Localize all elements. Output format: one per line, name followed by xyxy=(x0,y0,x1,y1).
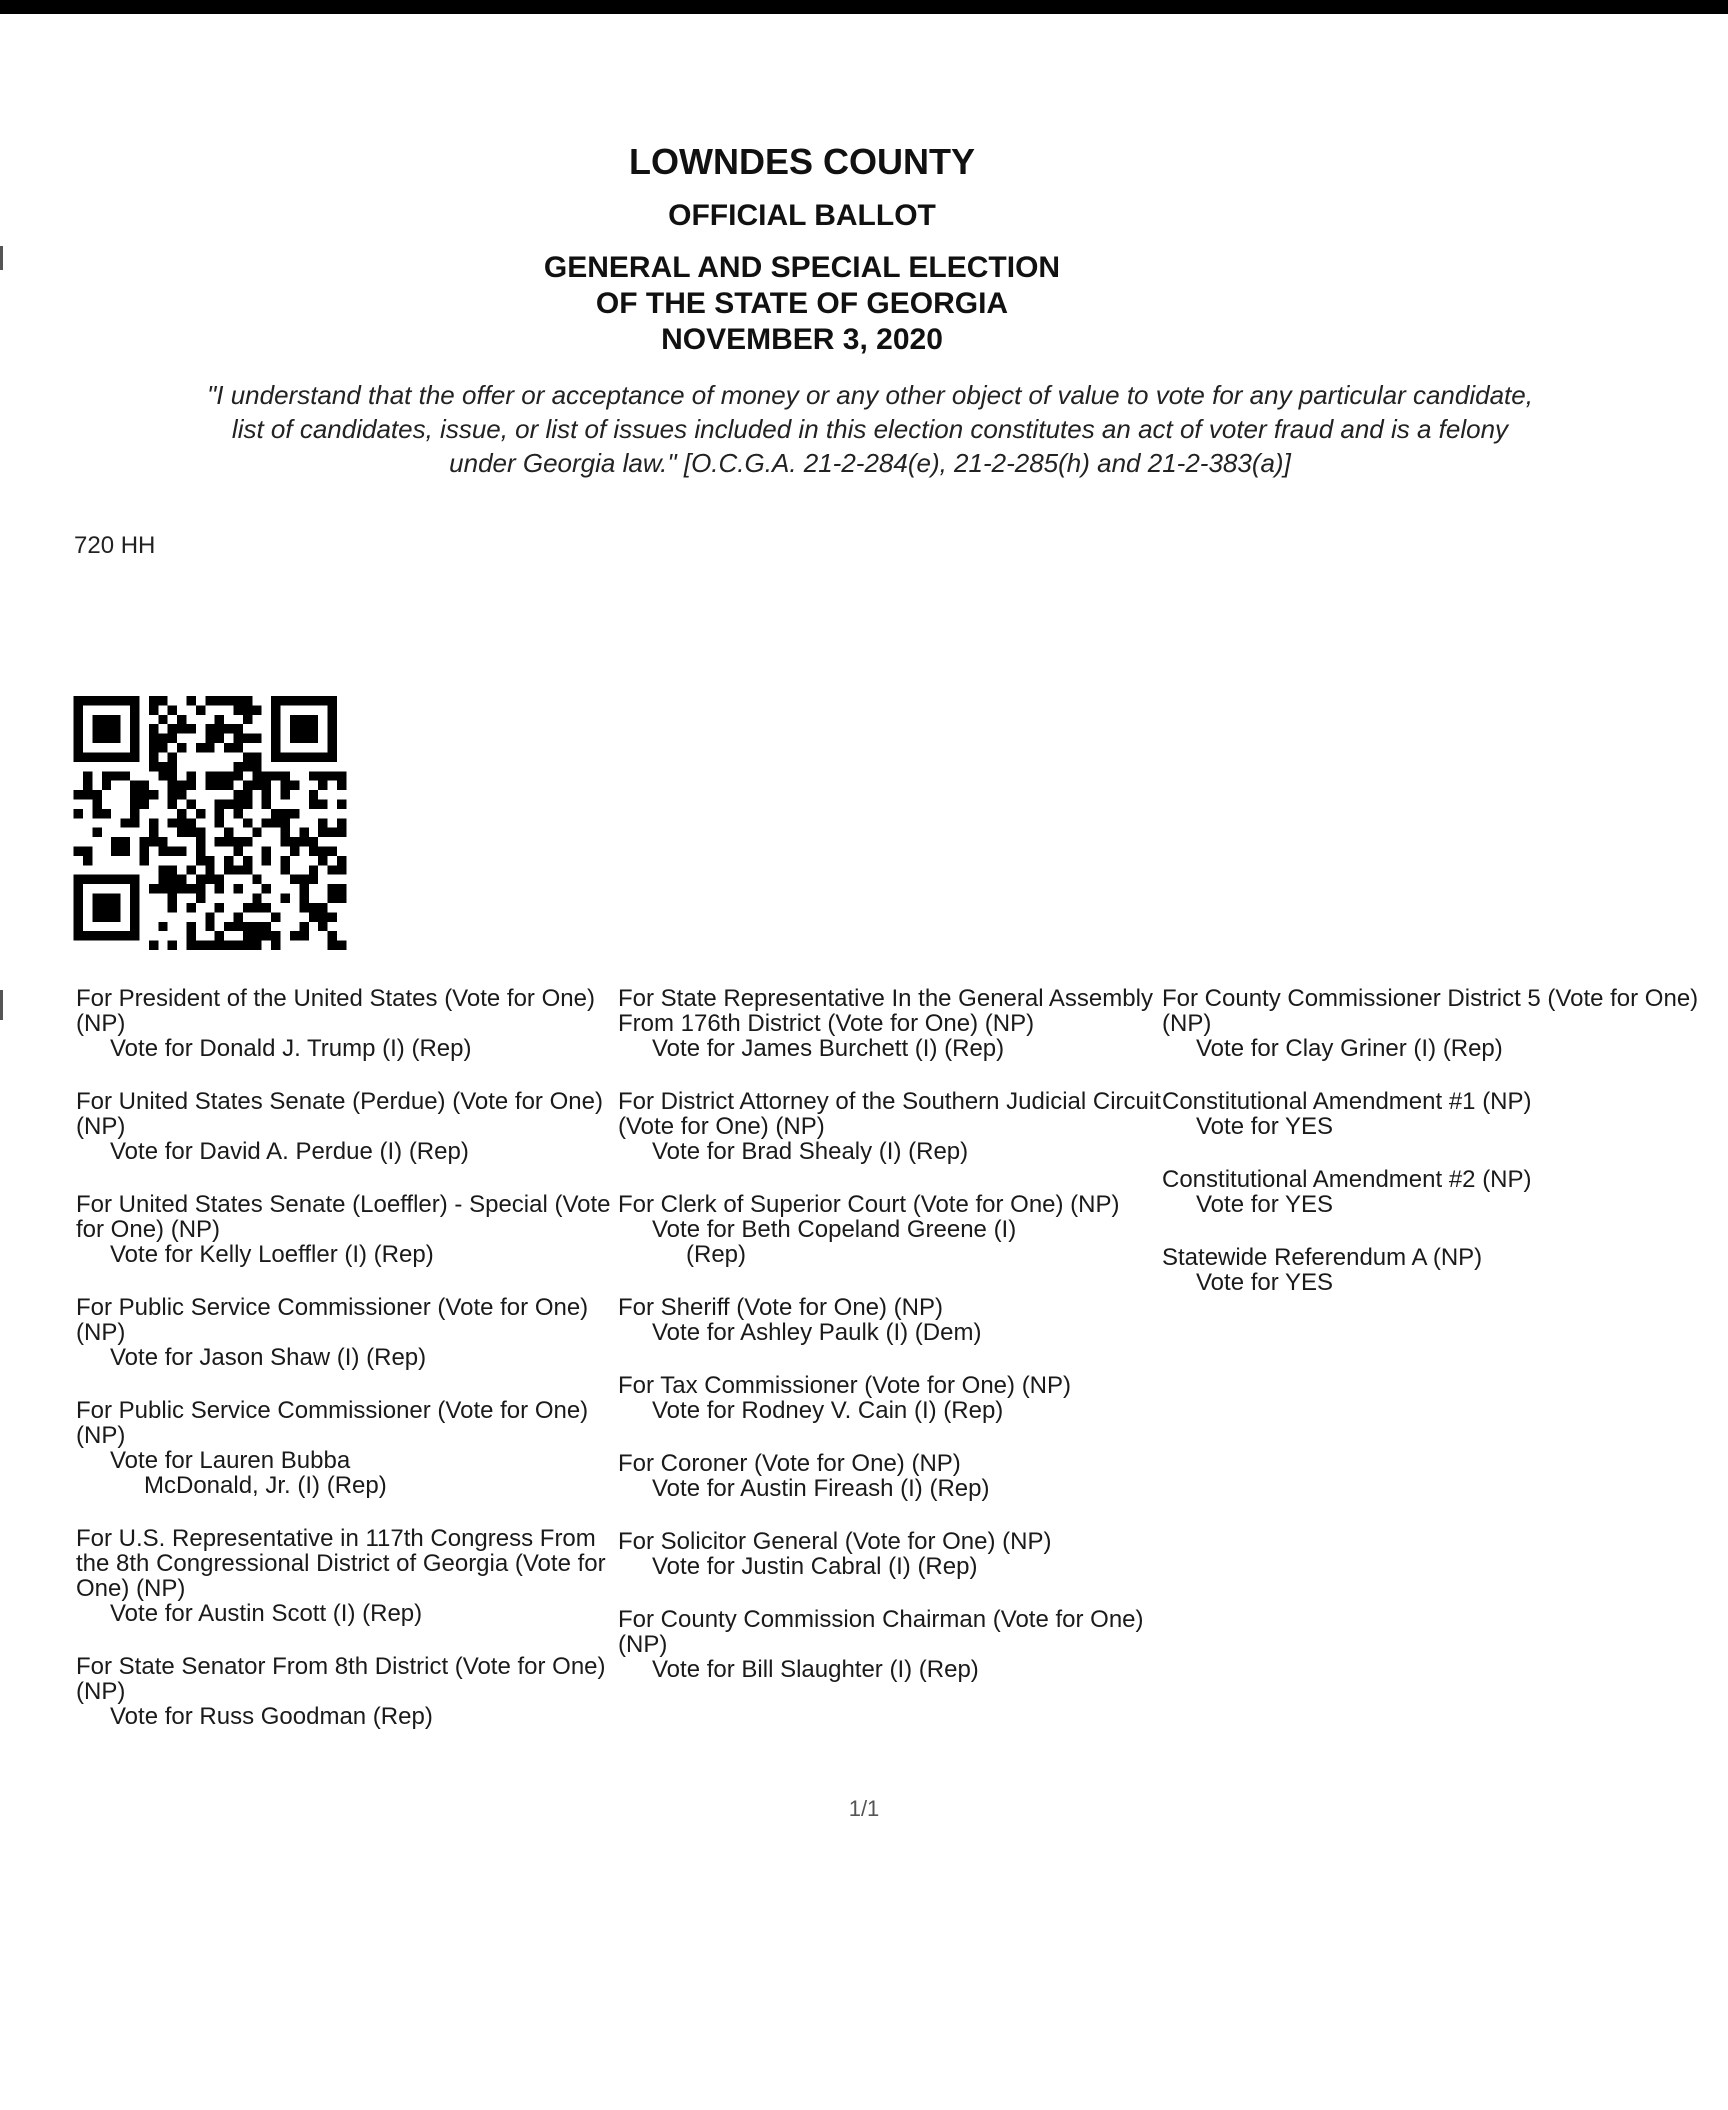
scan-top-edge xyxy=(0,0,1728,14)
contest-title: For U.S. Representative in 117th Congress From the 8th Congressional District of Georgia (Vote for One) (NP) xyxy=(76,1525,606,1602)
oath-line-2: list of candidates, issue, or list of issues included in this election constitutes an act of voter fraud and is a felony xyxy=(231,414,1509,444)
ballot-type: OFFICIAL BALLOT xyxy=(668,199,936,232)
contest-title: For President of the United States (Vote for One) (NP) xyxy=(76,985,595,1037)
county-title: LOWNDES COUNTY xyxy=(629,141,975,182)
contest xyxy=(1162,1167,1722,1217)
precinct-code: 720 HH xyxy=(74,532,156,559)
contest-title: For Tax Commissioner (Vote for One) (NP) xyxy=(618,1372,1072,1399)
contest xyxy=(76,1192,616,1267)
vote-selection: McDonald, Jr. (I) (Rep) xyxy=(144,1472,387,1499)
vote-selection: Vote for Brad Shealy (I) (Rep) xyxy=(652,1138,969,1165)
scan-edge-mark xyxy=(0,990,3,1020)
contest xyxy=(618,986,1170,1061)
election-title xyxy=(0,250,1728,358)
contest xyxy=(1162,1245,1722,1295)
contest xyxy=(1162,1089,1722,1139)
contest xyxy=(76,986,616,1061)
oath-line-3: under Georgia law." [O.C.G.A. 21-2-284(e), 21-2-285(h) and 21-2-383(a)] xyxy=(449,448,1291,478)
contest-title: For District Attorney of the Southern Judicial Circuit (Vote for One) (NP) xyxy=(618,1088,1161,1140)
contest xyxy=(618,1089,1170,1164)
contest xyxy=(76,1398,616,1498)
contest-title: For County Commissioner District 5 (Vote for One) (NP) xyxy=(1162,985,1699,1037)
vote-selection: Vote for Donald J. Trump (I) (Rep) xyxy=(110,1035,472,1062)
vote-selection: Vote for Jason Shaw (I) (Rep) xyxy=(110,1344,427,1371)
contest-column-2 xyxy=(618,986,1170,1710)
vote-selection: Vote for Bill Slaughter (I) (Rep) xyxy=(652,1656,979,1683)
contest-title: For United States Senate (Perdue) (Vote for One) (NP) xyxy=(76,1088,603,1140)
contest-title: For County Commission Chairman (Vote for One) (NP) xyxy=(618,1606,1144,1658)
qr-code xyxy=(72,696,348,950)
contest-column-1 xyxy=(76,986,616,1757)
vote-selection: Vote for YES xyxy=(1196,1191,1333,1218)
contest-title: For Coroner (Vote for One) (NP) xyxy=(618,1450,961,1477)
vote-selection: Vote for James Burchett (I) (Rep) xyxy=(652,1035,1005,1062)
contest-title: Constitutional Amendment #1 (NP) xyxy=(1162,1088,1532,1115)
contest-title: For Public Service Commissioner (Vote for One) (NP) xyxy=(76,1294,589,1346)
vote-selection: Vote for Beth Copeland Greene (I) xyxy=(652,1216,1017,1243)
contest xyxy=(76,1654,616,1729)
contest xyxy=(618,1295,1170,1345)
contest xyxy=(618,1373,1170,1423)
contest xyxy=(76,1295,616,1370)
contest xyxy=(76,1089,616,1164)
contest-title: For United States Senate (Loeffler) - Special (Vote for One) (NP) xyxy=(76,1191,611,1243)
contest-title: For Solicitor General (Vote for One) (NP) xyxy=(618,1528,1052,1555)
election-line-1: GENERAL AND SPECIAL ELECTION xyxy=(543,251,1061,284)
contest xyxy=(618,1607,1170,1682)
vote-selection: Vote for YES xyxy=(1196,1113,1333,1140)
page-number: 1/1 xyxy=(848,1796,880,1821)
contest xyxy=(618,1529,1170,1579)
contest-title: Statewide Referendum A (NP) xyxy=(1162,1244,1483,1271)
contest-title: Constitutional Amendment #2 (NP) xyxy=(1162,1166,1532,1193)
ballot-header xyxy=(0,140,1728,358)
vote-selection: Vote for YES xyxy=(1196,1269,1333,1296)
vote-selection: Vote for David A. Perdue (I) (Rep) xyxy=(110,1138,469,1165)
contest-column-3 xyxy=(1162,986,1722,1323)
contest-title: For Sheriff (Vote for One) (NP) xyxy=(618,1294,943,1321)
vote-selection: Vote for Rodney V. Cain (I) (Rep) xyxy=(652,1397,1004,1424)
contest xyxy=(618,1451,1170,1501)
contest-title: For State Representative In the General Assembly From 176th District (Vote for One) (NP) xyxy=(618,985,1153,1037)
contest-title: For Public Service Commissioner (Vote for One) (NP) xyxy=(76,1397,589,1449)
oath-line-1: "I understand that the offer or acceptance of money or any other object of value to vote for any particular candidate, xyxy=(207,380,1533,410)
contest xyxy=(76,1526,616,1626)
vote-selection: Vote for Austin Fireash (I) (Rep) xyxy=(652,1475,990,1502)
election-date: NOVEMBER 3, 2020 xyxy=(661,323,943,356)
vote-selection: (Rep) xyxy=(686,1241,747,1268)
vote-selection: Vote for Clay Griner (I) (Rep) xyxy=(1196,1035,1503,1062)
vote-selection: Vote for Lauren Bubba xyxy=(110,1447,351,1474)
contest xyxy=(1162,986,1722,1061)
vote-selection: Vote for Justin Cabral (I) (Rep) xyxy=(652,1553,978,1580)
election-line-2: OF THE STATE OF GEORGIA xyxy=(595,287,1009,320)
contest-title: For State Senator From 8th District (Vote for One) (NP) xyxy=(76,1653,606,1705)
voter-fraud-oath xyxy=(70,378,1670,480)
vote-selection: Vote for Russ Goodman (Rep) xyxy=(110,1703,433,1730)
vote-selection: Vote for Kelly Loeffler (I) (Rep) xyxy=(110,1241,434,1268)
contest xyxy=(618,1192,1170,1267)
vote-selection: Vote for Ashley Paulk (I) (Dem) xyxy=(652,1319,982,1346)
vote-selection: Vote for Austin Scott (I) (Rep) xyxy=(110,1600,423,1627)
contest-title: For Clerk of Superior Court (Vote for One) (NP) xyxy=(618,1191,1120,1218)
